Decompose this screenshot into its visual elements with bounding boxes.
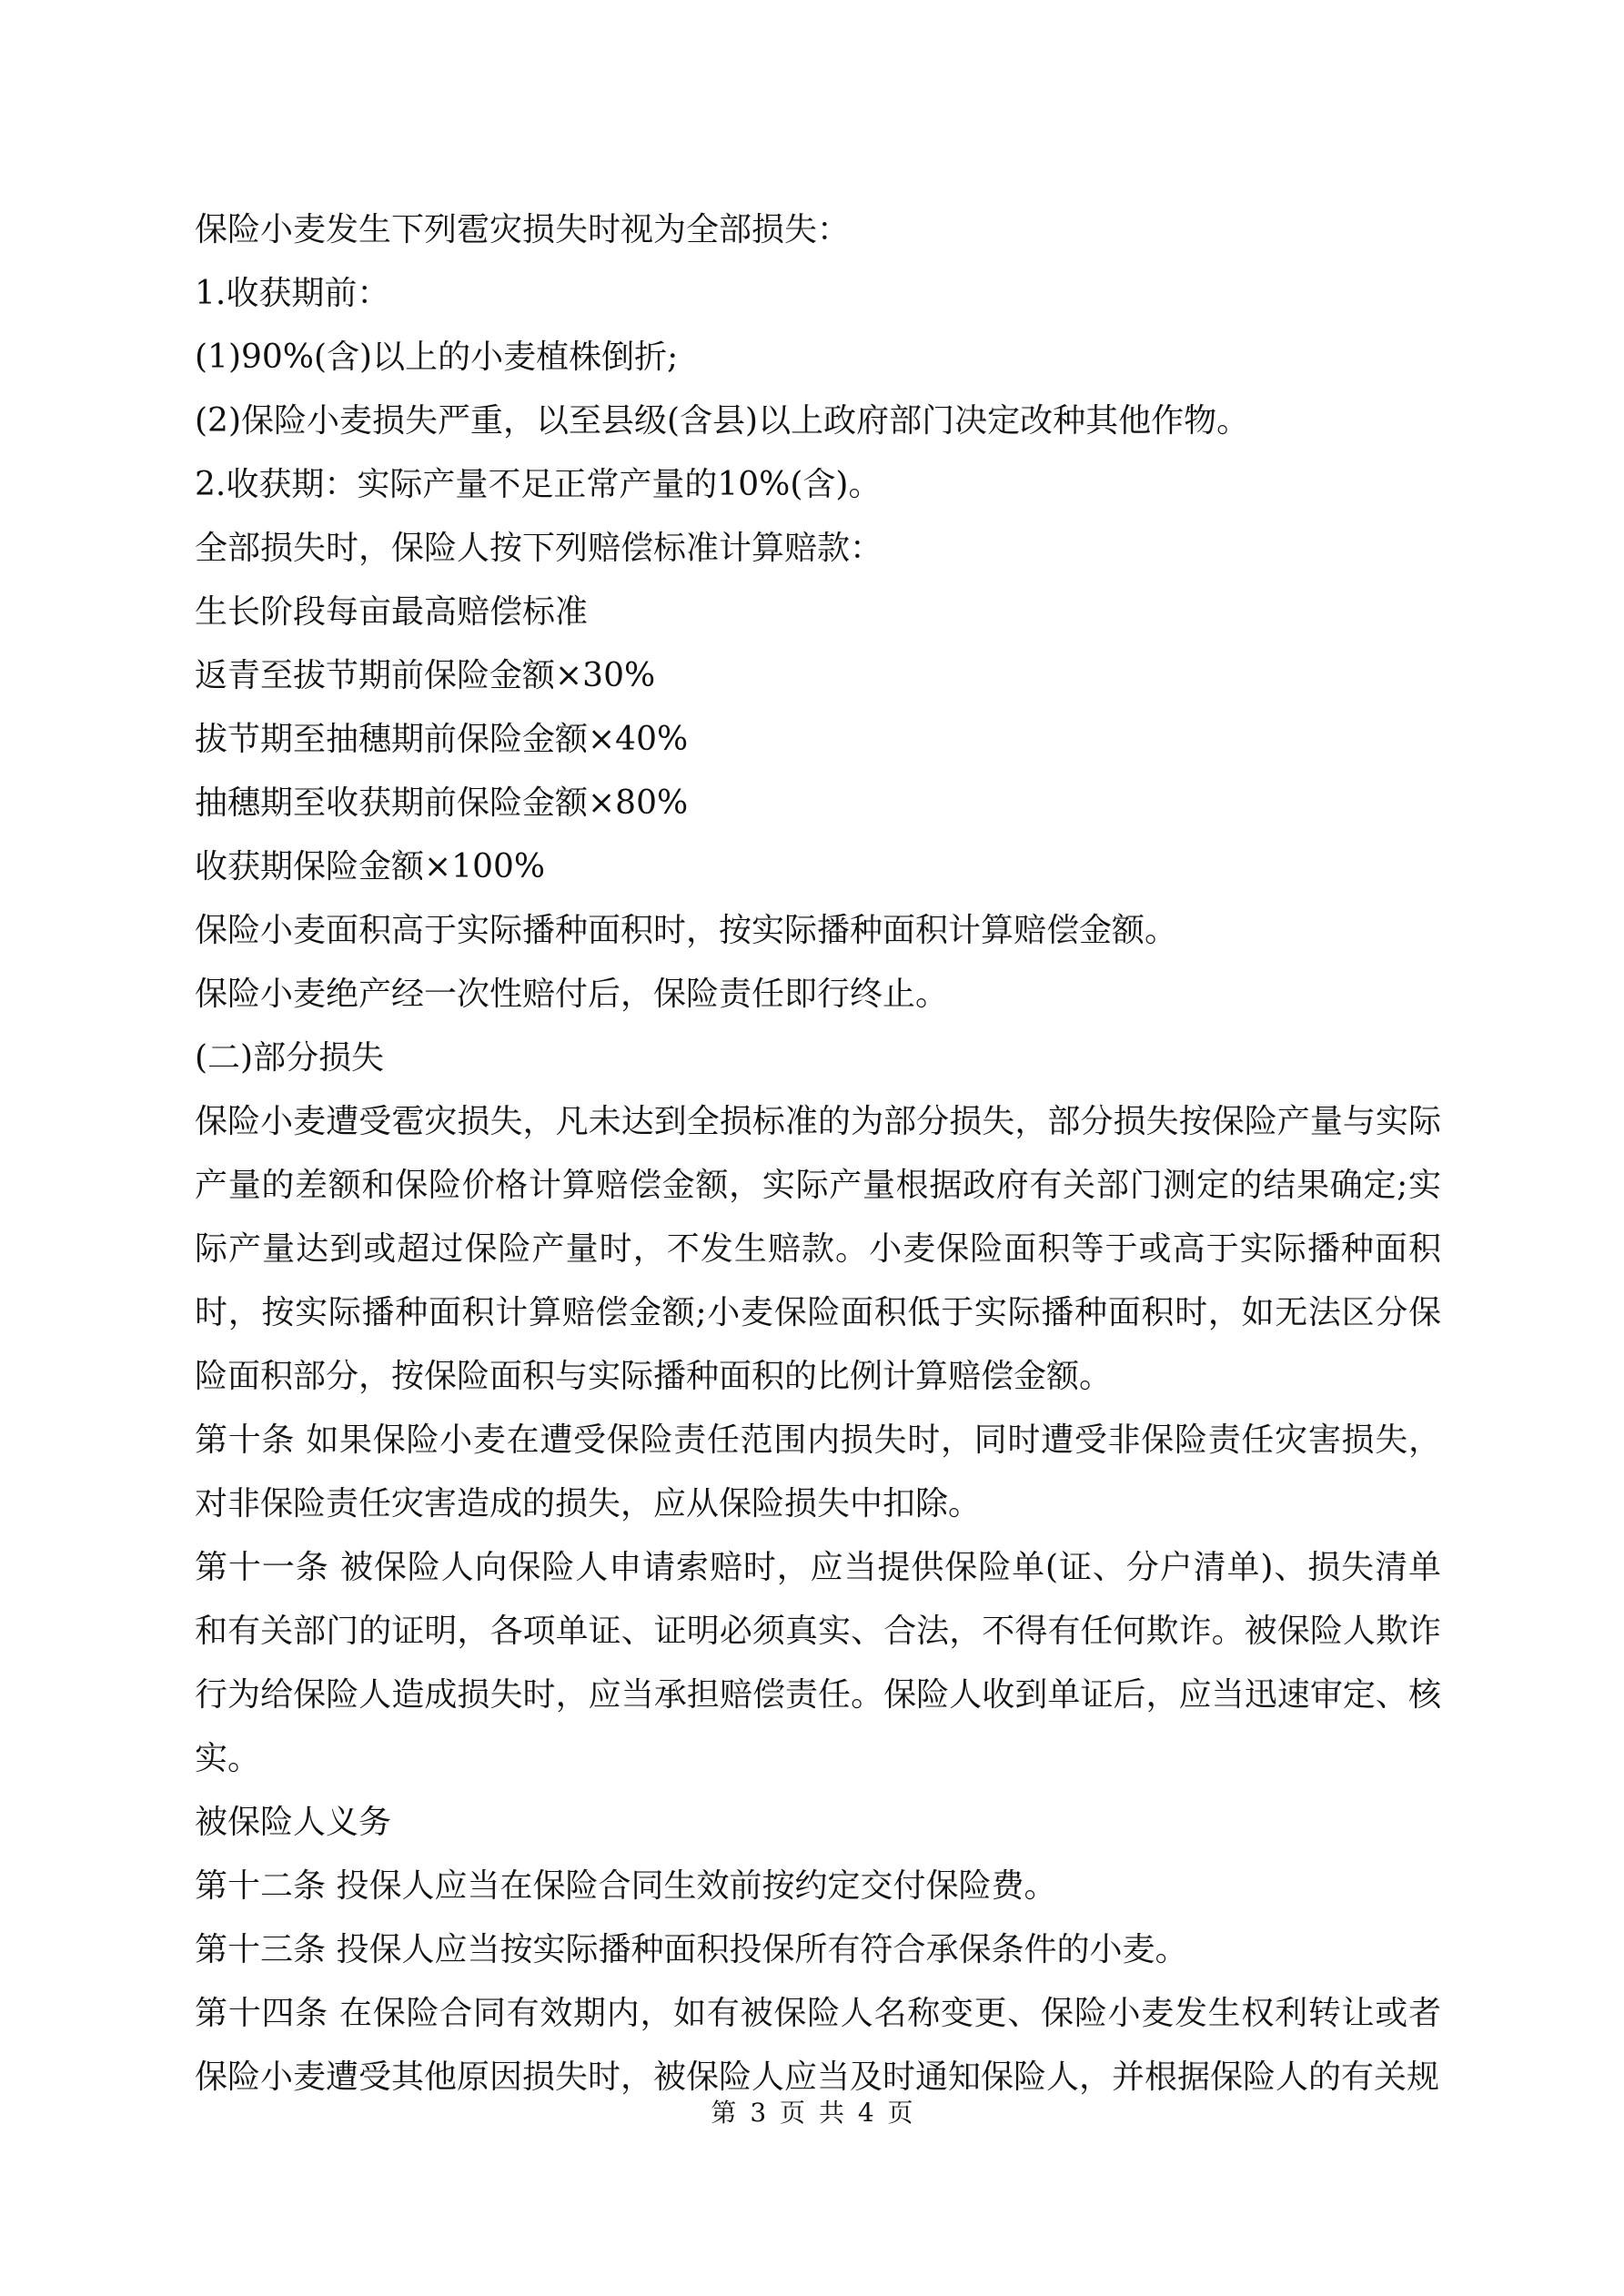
text-line: (1)90%(含)以上的小麦植株倒折; [195,339,679,376]
section-heading: (二)部分损失 [195,1039,385,1077]
article-13: 第十三条 投保人应当按实际播种面积投保所有符合承保条件的小麦。 [195,1931,1188,1968]
text-line: 1.收获期前： [195,275,390,312]
paragraph-partial-loss: 保险小麦遭受雹灾损失，凡未达到全损标准的为部分损失，部分损失按保险产量与实际产量的差额和保险价格计算赔偿金额，实际产量根据政府有关部门测定的结果确定;实际产量达到或超过保险产量时，不发生赔款。小麦保险面积等于或高于实际播种面积时，按实际播种面积计算赔偿金额;小麦保险面积低于实际播种面积时，如无法区分保险面积部分，按保险面积与实际播种面积的比例计算赔偿金额。 [195,1103,1441,1395]
text-line: 2.收获期：实际产量不足正常产量的10%(含)。 [195,466,882,503]
text-line: 保险小麦发生下列雹灾损失时视为全部损失： [195,211,851,248]
text-line: 抽穗期至收获期前保险金额×80% [195,784,689,822]
article-14: 第十四条 在保险合同有效期内，如有被保险人名称变更、保险小麦发生权利转让或者保险小麦遭受其他原因损失时，被保险人应当及时通知保险人，并根据保险人的有关规 [195,1995,1441,2096]
document-body [195,198,1441,2109]
text-line: (2)保险小麦损失严重，以至县级(含县)以上政府部门决定改种其他作物。 [195,402,1250,440]
text-line: 收获期保险金额×100% [195,848,546,885]
article-12: 第十二条 投保人应当在保险合同生效前按约定交付保险费。 [195,1867,1057,1905]
text-line: 全部损失时，保险人按下列赔偿标准计算赔款： [195,530,883,567]
article-10: 第十条 如果保险小麦在遭受保险责任范围内损失时，同时遭受非保险责任灾害损失，对非保险责任灾害造成的损失，应从保险损失中扣除。 [195,1421,1441,1522]
text-line: 拔节期至抽穗期前保险金额×40% [195,721,689,758]
text-line: 生长阶段每亩最高赔偿标准 [195,593,589,631]
page-footer: 第 3 页 共 4 页 [711,2098,913,2128]
text-line: 返青至拔节期前保险金额×30% [195,657,656,694]
text-line: 保险小麦绝产经一次性赔付后，保险责任即行终止。 [195,976,949,1013]
article-11: 第十一条 被保险人向保险人申请索赔时，应当提供保险单(证、分户清单)、损失清单和有关部门的证明，各项单证、证明必须真实、合法，不得有任何欺诈。被保险人欺诈行为给保险人造成损失时，应当承担赔偿责任。保险人收到单证后，应当迅速审定、核实。 [195,1549,1441,1777]
text-line: 保险小麦面积高于实际播种面积时，按实际播种面积计算赔偿金额。 [195,912,1178,949]
section-heading-obligations: 被保险人义务 [195,1804,392,1841]
